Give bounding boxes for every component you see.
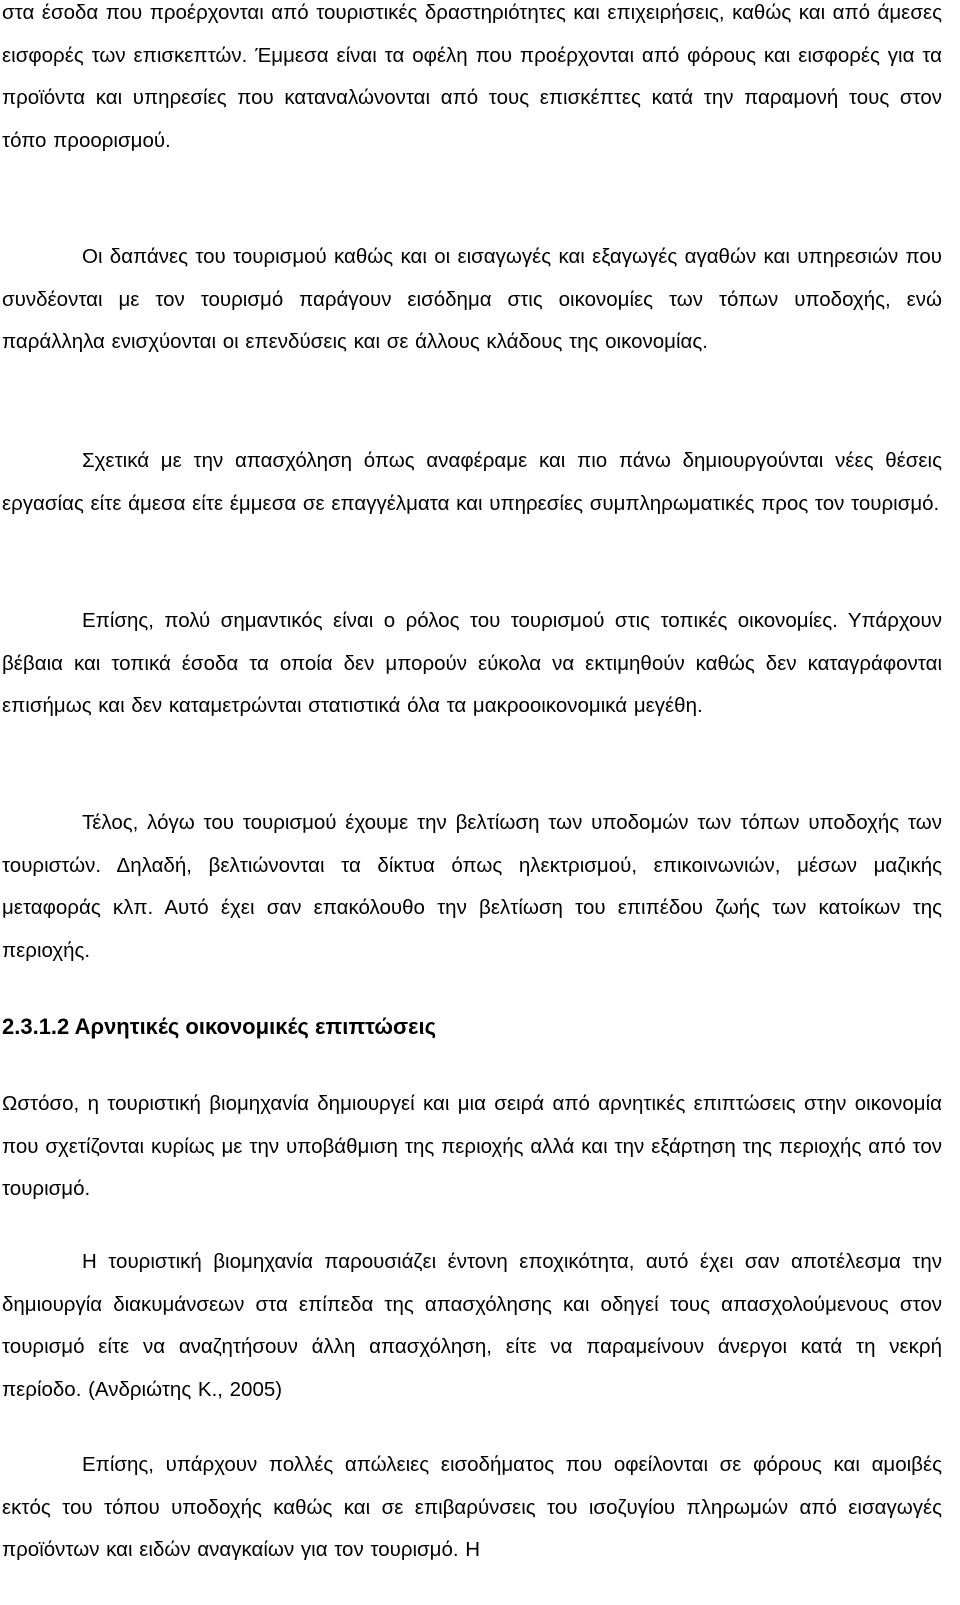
paragraph-direct-indirect-benefits: στα έσοδα που προέρχονται από τουριστικές δραστηριότητες και επιχειρήσεις, καθώς και από άμεσες εισφορές των επισκεπτών. Έμμεσα είναι τα οφέλη που προέρχονται από φόρους και εισφορές για τα προϊόντα και υπηρεσίες που καταναλώνονται από τους επισκέπτες κατά την παραμονή τους στον τόπο προορισμού. [2,1,942,152]
paragraph-income-losses: Επίσης, υπάρχουν πολλές απώλειες εισοδήματος που οφείλονται σε φόρους και αμοιβές εκτός του τόπου υποδοχής καθώς και σε επιβαρύνσεις του ισοζυγίου πληρωμών από εισαγωγές προϊόντων και ειδών αναγκαίων για τον τουρισμό. Η [2,1453,942,1562]
section-heading-negative-impacts: 2.3.1.2 Αρνητικές οικονομικές επιπτώσεις [2,1014,437,1039]
paragraph-local-economies: Επίσης, πολύ σημαντικός είναι ο ρόλος του τουρισμού στις τοπικές οικονομίες. Υπάρχουν βέβαια και τοπικά έσοδα τα οποία δεν μπορούν εύκολα να εκτιμηθούν καθώς δεν καταγράφονται επισήμως και δεν καταμετρώνται στατιστικά όλα τα μακροοικονομικά μεγέθη. [2,609,942,718]
paragraph-infrastructure: Τέλος, λόγω του τουρισμού έχουμε την βελτίωση των υποδομών των τόπων υποδοχής των τουριστών. Δηλαδή, βελτιώνονται τα δίκτυα όπως ηλεκτρισμού, επικοινωνιών, μέσων μαζικής μεταφοράς κλπ. Αυτό έχει σαν επακόλουθο την βελτίωση του επιπέδου ζωής των κατοίκων της περιοχής. [2,811,942,962]
paragraph-negative-impacts-intro: Ωστόσο, η τουριστική βιομηχανία δημιουργεί και μια σειρά από αρνητικές επιπτώσεις στην οικονομία που σχετίζονται κυρίως με την υποβάθμιση της περιοχής αλλά και την εξάρτηση της περιοχής από τον τουρισμό. [2,1092,942,1201]
paragraph-employment: Σχετικά με την απασχόληση όπως αναφέραμε και πιο πάνω δημιουργούνται νέες θέσεις εργασίας είτε άμεσα είτε έμμεσα σε επαγγέλματα και υπηρεσίες συμπληρωματικές προς τον τουρισμό. [2,449,942,515]
paragraph-tourism-expenditure: Οι δαπάνες του τουρισμού καθώς και οι εισαγωγές και εξαγωγές αγαθών και υπηρεσιών που συνδέονται με τον τουρισμό παράγουν εισόδημα στις οικονομίες των τόπων υποδοχής, ενώ παράλληλα ενισχύονται οι επενδύσεις και σε άλλους κλάδους της οικονομίας. [2,245,942,354]
paragraph-seasonality: Η τουριστική βιομηχανία παρουσιάζει έντονη εποχικότητα, αυτό έχει σαν αποτέλεσμα την δημιουργία διακυμάνσεων στα επίπεδα της απασχόλησης και οδηγεί τους απασχολούμενους στον τουρισμό είτε να αναζητήσουν άλλη απασχόληση, είτε να παραμείνουν άνεργοι κατά τη νεκρή περίοδο. (Ανδριώτης Κ., 2005) [2,1250,942,1401]
